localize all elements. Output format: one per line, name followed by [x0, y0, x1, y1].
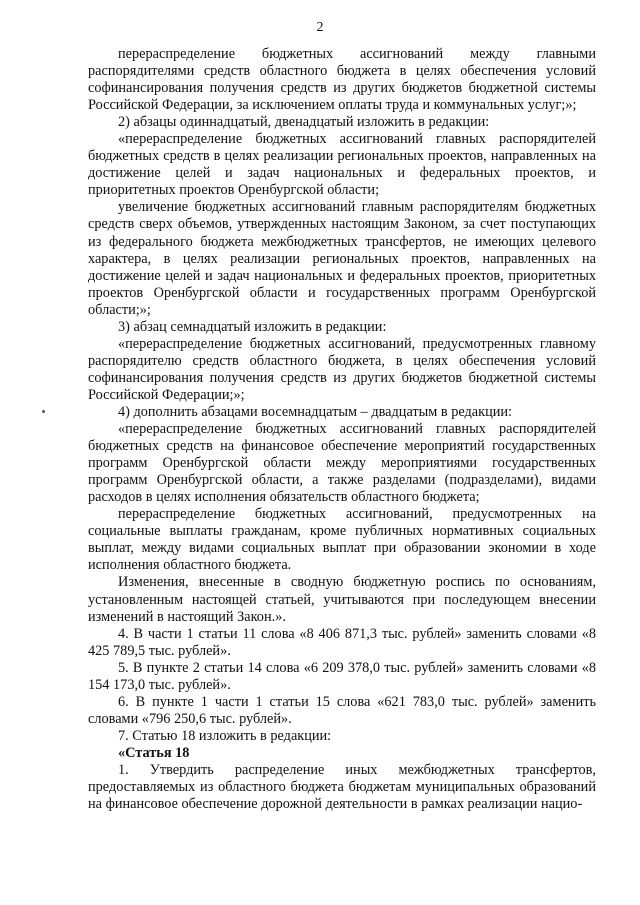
document-body — [88, 46, 596, 813]
article-heading: «Статья 18 — [118, 744, 190, 761]
paragraph-5: 3) абзац семнадцатый изложить в редакции: — [118, 318, 387, 335]
paragraph-7: 4) дополнить абзацами восемнадцатым – двадцатым в редакции: — [118, 403, 513, 420]
paragraph-12: 5. В пункте 2 статьи 14 слова «6 209 378,0 тыс. рублей» заменить словами «8 154 173,0 тыс. рублей». — [88, 659, 596, 693]
paragraph-2: 2) абзацы одиннадцатый, двенадцатый изложить в редакции: — [118, 114, 490, 131]
scan-speck — [42, 410, 45, 413]
page-number: 2 — [316, 20, 324, 35]
paragraph-6: «перераспределение бюджетных ассигнований, предусмотренных главному распорядителю средств областного бюджета, в целях обеспечения условий софинансирования получения средств из других бюджетов бюджетной системы Российской Федерации;»; — [88, 335, 596, 403]
paragraph-1: перераспределение бюджетных ассигнований между главными распорядителями средств областного бюджета в целях обеспечения условий софинансирования получения средств из других бюджетов бюджетной системы Российской Федерации, за исключением оплаты труда и коммунальных услуг;»; — [88, 46, 596, 114]
paragraph-11: 4. В части 1 статьи 11 слова «8 406 871,3 тыс. рублей» заменить словами «8 425 789,5 тыс. рублей». — [88, 625, 596, 659]
paragraph-8: «перераспределение бюджетных ассигнований главных распорядителей бюджетных средств на финансовое обеспечение мероприятий государственных программ Оренбургской области между мероприятиями государственных программ Оренбургской области, а также разделами (подразделами), видами расходов в целях исполнения обязательств областного бюджета; — [88, 421, 596, 506]
paragraph-3: «перераспределение бюджетных ассигнований главных распорядителей бюджетных средств в целях реализации региональных проектов, направленных на достижение целей и задач национальных и федеральных проектов, и приоритетных проектов Оренбургской области; — [88, 131, 596, 199]
paragraph-14: 7. Статью 18 изложить в редакции: — [118, 727, 332, 744]
paragraph-10: Изменения, внесенные в сводную бюджетную роспись по основаниям, установленным настоящей статьей, учитываются при последующем внесении изменений в настоящий Закон.». — [88, 574, 596, 625]
paragraph-13: 6. В пункте 1 части 1 статьи 15 слова «621 783,0 тыс. рублей» заменить словами «796 250,6 тыс. рублей». — [88, 693, 596, 727]
paragraph-4: увеличение бюджетных ассигнований главным распорядителям бюджетных средств сверх объемов, утвержденных настоящим Законом, за счет поступающих из федерального бюджета межбюджетных трансфертов, не имеющих целевого характера, в целях реализации региональных проектов, направленных на достижение целей и задач национальных и федеральных проектов, приоритетных проектов Оренбургской области и государственных программ Оренбургской области;»; — [88, 199, 596, 318]
paragraph-16: 1. Утвердить распределение иных межбюджетных трансфертов, предоставляемых из областного бюджета бюджетам муниципальных образований на финансовое обеспечение дорожной деятельности в рамках реализации нацио- — [88, 761, 596, 813]
paragraph-9: перераспределение бюджетных ассигнований, предусмотренных на социальные выплаты гражданам, кроме публичных нормативных социальных выплат, между видами социальных выплат при образовании экономии в ходе исполнения областного бюджета. — [88, 506, 596, 574]
